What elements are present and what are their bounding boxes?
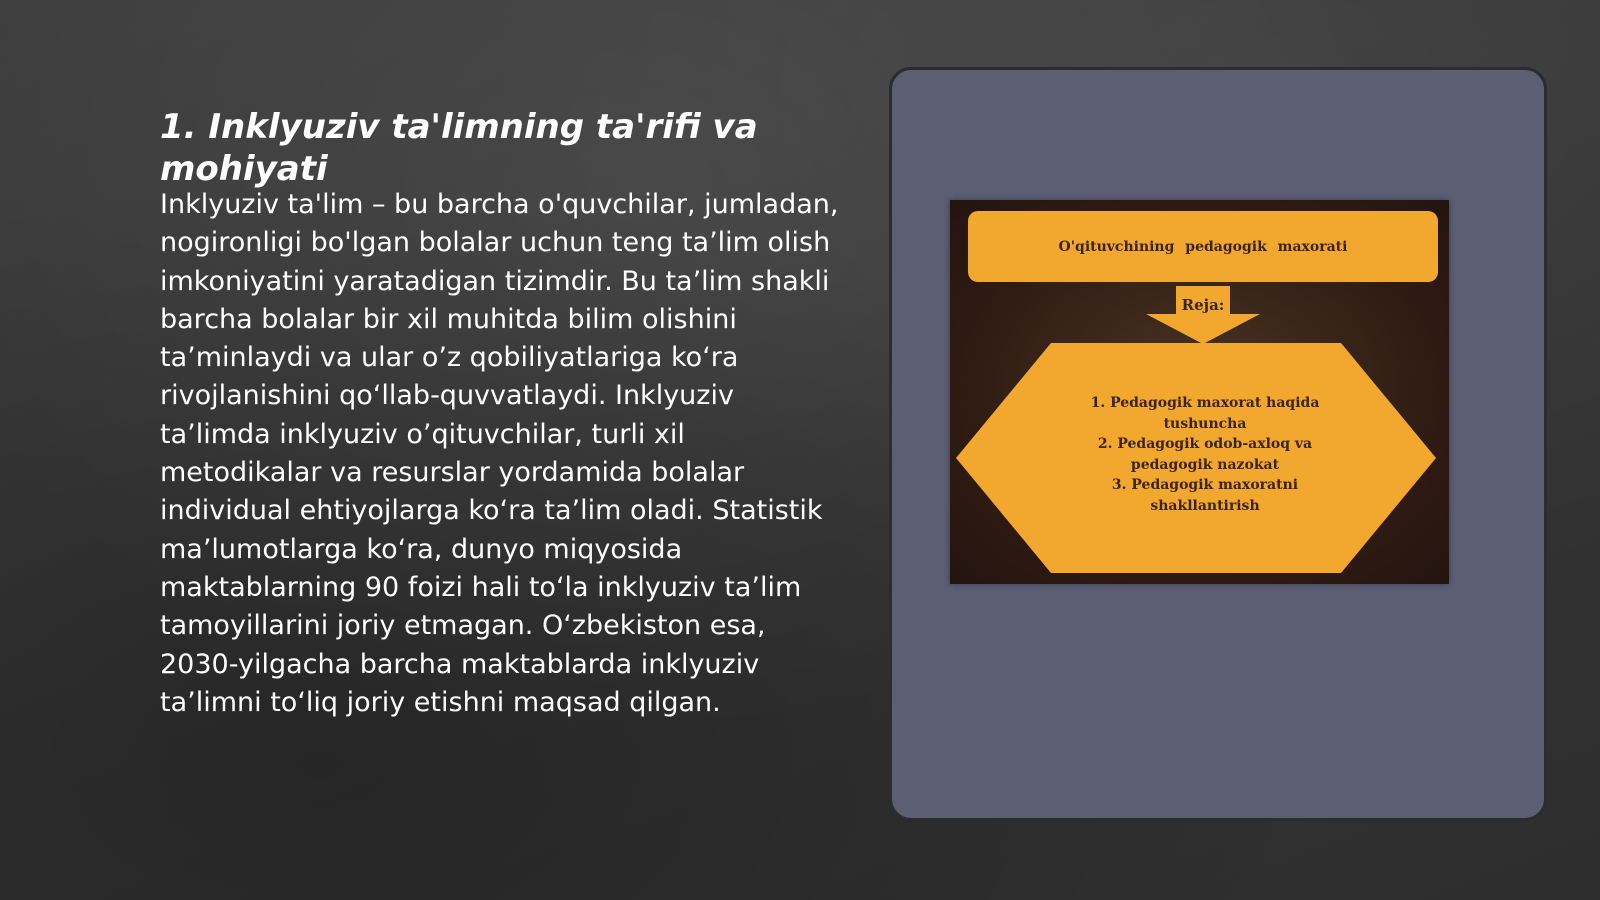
embedded-image xyxy=(950,200,1449,584)
image-header-box: O'qituvchining pedagogik maxorati xyxy=(968,211,1438,282)
down-arrow-icon xyxy=(1146,286,1260,344)
list-item: 1. Pedagogik maxorat haqida tushuncha xyxy=(1090,395,1320,432)
plan-list xyxy=(1060,393,1350,516)
slide-body-text: Inklyuziv ta'lim – bu barcha o'quvchilar, jumladan, nogironligi bo'lgan bolalar uchun teng ta’lim olish imkoniyatini yaratadigan tizimdir. Bu ta’lim shakli barcha bolalar bir xil muhitda bilim olishini ta’minlaydi va ular o’z qobiliyatlariga ko‘ra rivojlanishini qo‘llab-quvvatlaydi. Inklyuziv ta’limda inklyuziv o’qituvchilar, turli xil metodikalar va resurslar yordamida bolalar individual ehtiyojlarga ko‘ra ta’lim oladi. Statistik ma’lumotlarga ko‘ra, dunyo miqyosida maktablarning 90 foizi hali to‘la inklyuziv ta’lim tamoyillarini joriy etmagan. O‘zbekiston esa, 2030-yilgacha barcha maktablarda inklyuziv ta’limni to‘liq joriy etishni maqsad qilgan. xyxy=(160,189,839,718)
arrow-label: Reja: xyxy=(1181,296,1225,314)
list-item: 3. Pedagogik maxoratni shakllantirish xyxy=(1111,477,1299,514)
slide-title: 1. Inklyuziv ta'limning ta'rifi va mohiyati xyxy=(160,107,758,189)
list-item: 2. Pedagogik odob-axloq va pedagogik nazokat xyxy=(1097,436,1313,473)
